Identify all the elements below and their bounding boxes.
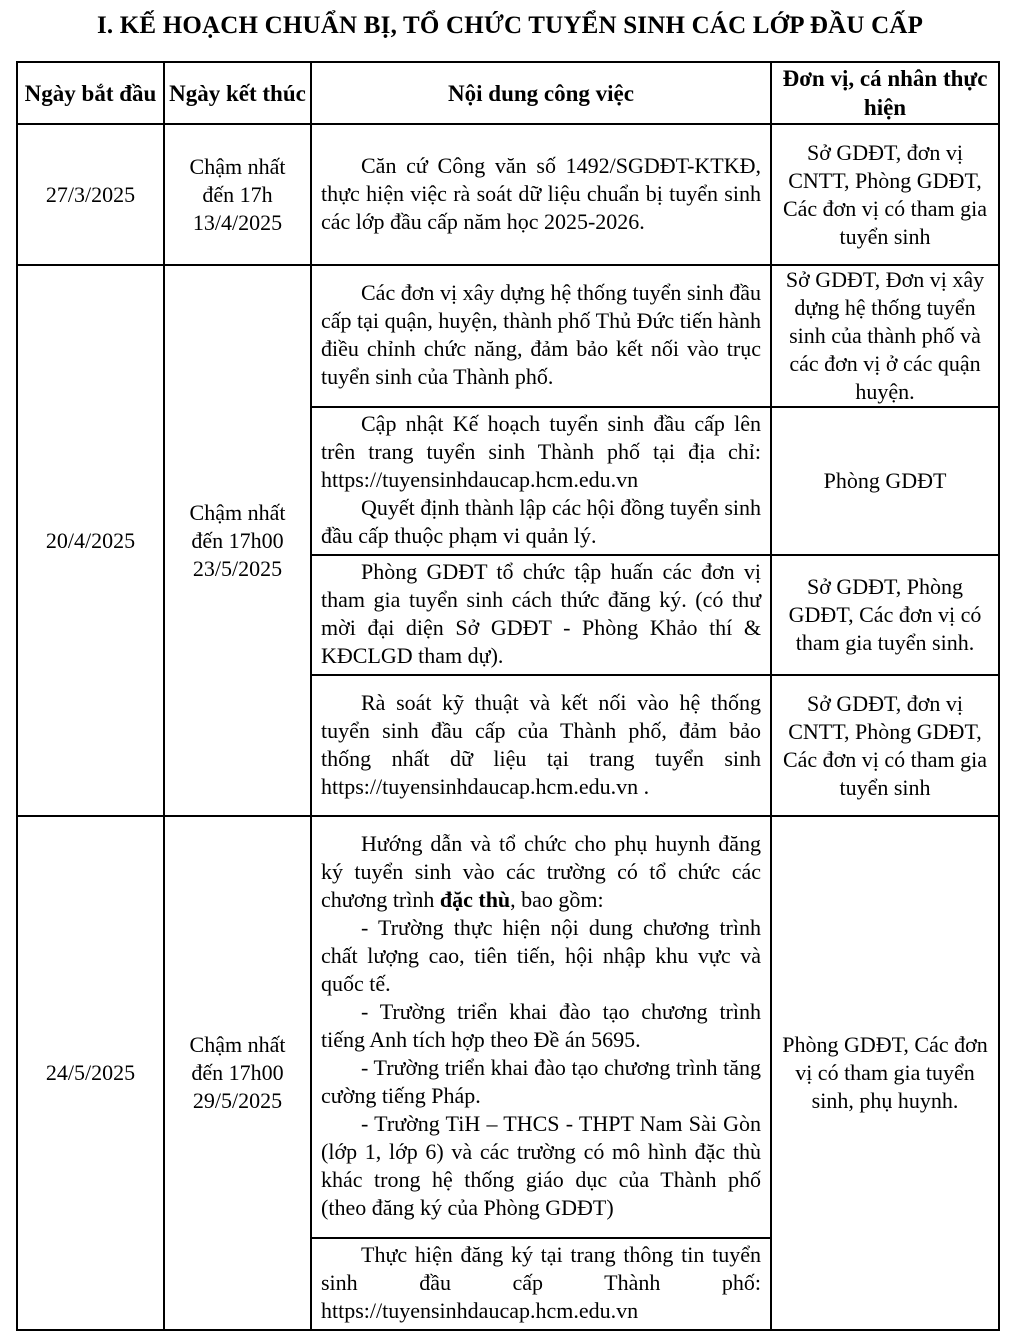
table-header-row [17,62,999,124]
unit-cell: Sở GDĐT, Đơn vị xây dựng hệ thống tuyển sinh của thành phố và các đơn vị ở các quận huyện. [771,265,999,407]
list-item: - Trường triển khai đào tạo chương trình tiếng Anh tích hợp theo Đề án 5695. [321,999,761,1052]
unit-cell: Sở GDĐT, đơn vị CNTT, Phòng GDĐT, Các đơn vị có tham gia tuyển sinh [771,675,999,816]
unit-cell: Sở GDĐT, Phòng GDĐT, Các đơn vị có tham gia tuyển sinh. [771,555,999,675]
page-title: I. KẾ HOẠCH CHUẨN BỊ, TỔ CHỨC TUYỂN SINH CÁC LỚP ĐẦU CẤP [96,12,924,39]
header-start-date: Ngày bắt đầu [17,62,164,124]
end-date-cell: Chậm nhất đến 17h00 29/5/2025 [164,816,311,1330]
content-cell [311,407,771,555]
header-unit: Đơn vị, cá nhân thực hiện [771,62,999,124]
admission-plan-table [16,61,1000,1331]
end-date-cell: Chậm nhất đến 17h00 23/5/2025 [164,265,311,816]
content-text: Cập nhật Kế hoạch tuyển sinh đầu cấp lên trên trang tuyển sinh Thành phố tại địa chỉ: https://tuyensinhdaucap.hcm.edu.vn [321,411,761,492]
content-text: Phòng GDĐT tổ chức tập huấn các đơn vị tham gia tuyển sinh cách thức đăng ký. (có thư mời đại diện Sở GDĐT - Phòng Khảo thí & KĐCLGD tham dự). [321,559,761,668]
content-text: Căn cứ Công văn số 1492/SGDĐT-KTKĐ, thực hiện việc rà soát dữ liệu chuẩn bị tuyển sinh các lớp đầu cấp năm học 2025-2026. [321,152,761,234]
content-text: Các đơn vị xây dựng hệ thống tuyển sinh đầu cấp tại quận, huyện, thành phố Thủ Đức tiến hành điều chỉnh chức năng, đảm bảo kết nối vào trục tuyển sinh của Thành phố. [321,280,761,389]
header-content: Nội dung công việc [311,62,771,124]
content-cell [311,555,771,675]
unit-cell: Phòng GDĐT [771,407,999,555]
unit-cell: Phòng GDĐT, Các đơn vị có tham gia tuyển sinh, phụ huynh. [771,816,999,1330]
content-cell [311,816,771,1238]
start-date-cell: 27/3/2025 [17,124,164,265]
content-cell [311,265,771,407]
content-cell [311,124,771,265]
content-text [321,830,761,914]
intro-bold-text: đặc thù [439,887,511,912]
list-item: - Trường thực hiện nội dung chương trình chất lượng cao, tiên tiến, hội nhập khu vực và quốc tế. [321,915,761,996]
content-text: Rà soát kỹ thuật và kết nối vào hệ thống tuyển sinh đầu cấp của Thành phố, đảm bảo thống nhất dữ liệu tại trang tuyển sinh https://tuyensinhdaucap.hcm.edu.vn . [321,689,761,799]
header-end-date: Ngày kết thúc [164,62,311,124]
intro-text-end: , bao gồm: [510,887,604,912]
content-cell [311,1238,771,1330]
table-row [17,816,999,1238]
list-item: - Trường triển khai đào tạo chương trình tăng cường tiếng Pháp. [321,1055,761,1108]
table-row [17,124,999,265]
start-date-cell: 20/4/2025 [17,265,164,816]
unit-cell: Sở GDĐT, đơn vị CNTT, Phòng GDĐT, Các đơn vị có tham gia tuyển sinh [771,124,999,265]
end-date-cell: Chậm nhất đến 17h 13/4/2025 [164,124,311,265]
table-row [17,265,999,407]
content-cell [311,675,771,816]
content-text: Quyết định thành lập các hội đồng tuyển sinh đầu cấp thuộc phạm vi quản lý. [321,495,761,548]
list-item: - Trường TiH – THCS - THPT Nam Sài Gòn (lớp 1, lớp 6) và các trường có mô hình đặc thù khác trong hệ thống giáo dục của Thành phố (theo đăng ký của Phòng GDĐT) [321,1111,761,1220]
start-date-cell: 24/5/2025 [17,816,164,1330]
content-text: Thực hiện đăng ký tại trang thông tin tuyển sinh đầu cấp Thành phố: https://tuyensinhdaucap.hcm.edu.vn [321,1242,761,1323]
intro-text: Hướng dẫn và tổ chức cho phụ huynh đăng ký tuyển sinh vào các trường có tổ chức các chương trình [321,831,761,912]
